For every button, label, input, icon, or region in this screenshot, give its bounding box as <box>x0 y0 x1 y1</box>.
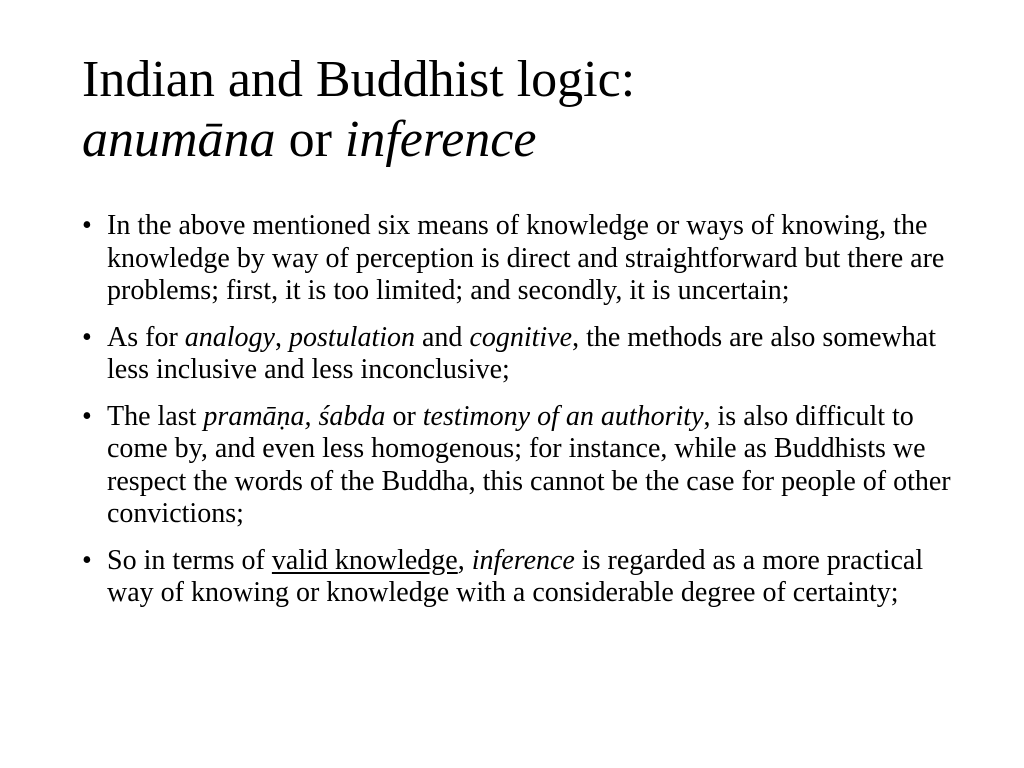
bullet-item <box>82 210 962 308</box>
text-run: and <box>415 321 470 353</box>
slide-title <box>82 50 982 170</box>
bullet-text <box>107 322 936 386</box>
text-run: , is also difficult to come by, and even less homogenous; for instance, while as Buddhists we respect the words of the Buddha, this cannot be the case for people of other convictions; <box>107 400 951 529</box>
text-run: The last <box>107 400 204 432</box>
term-testimony: testimony of an authority <box>422 400 704 432</box>
term-cognitive: cognitive <box>469 321 573 353</box>
bullet-list <box>82 210 962 624</box>
title-line-1: Indian and Buddhist logic: <box>82 51 636 108</box>
text-run: So in terms of <box>107 544 272 576</box>
text-run: , <box>274 321 289 353</box>
bullet-dot: • <box>82 400 92 432</box>
text-run: , <box>457 544 472 576</box>
term-valid-knowledge: valid knowledge <box>271 544 458 576</box>
text-run: , the methods are also somewhat less inclusive and less inconclusive; <box>107 321 936 385</box>
bullet-dot: • <box>82 544 92 576</box>
term-pramana-sabda: pramāṇa, śabda <box>203 400 386 432</box>
title-conjunction: or <box>288 111 332 168</box>
title-line-2 <box>82 110 982 170</box>
bullet-text: In the above mentioned six means of knowledge or ways of knowing, the knowledge by way of perception is direct and straightforward but there are problems; first, it is too limited; and secondly, it is uncertain; <box>107 210 945 306</box>
text-run: As for <box>107 321 185 353</box>
bullet-dot: • <box>82 210 92 241</box>
text-run: is regarded as a more practical way of knowing or knowledge with a considerable degree of certainty; <box>107 544 924 608</box>
bullet-text <box>107 545 923 609</box>
bullet-item <box>82 401 962 531</box>
term-postulation: postulation <box>288 321 415 353</box>
text-run: or <box>385 400 423 432</box>
term-inference: inference <box>471 544 575 576</box>
term-analogy: analogy <box>184 321 275 353</box>
title-term-inference: inference <box>344 111 537 168</box>
bullet-text <box>107 401 951 530</box>
bullet-item <box>82 322 962 387</box>
bullet-dot: • <box>82 321 92 353</box>
bullet-item <box>82 545 962 610</box>
title-term-anumana: anumāna <box>82 111 276 168</box>
